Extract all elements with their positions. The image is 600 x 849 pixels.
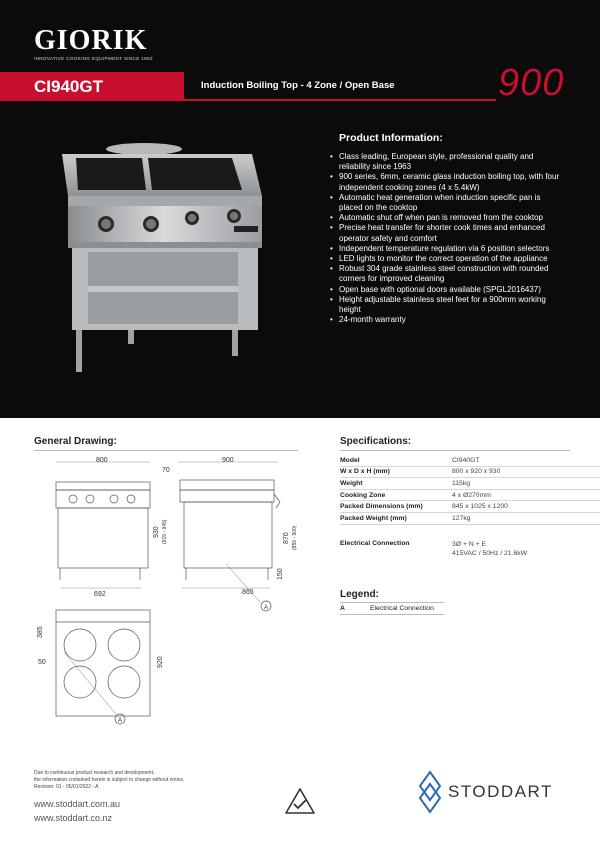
dim-depth: 900 <box>222 457 234 464</box>
dim-height-range: (915 - 945) <box>162 519 168 544</box>
table-row: Packed Dimensions (mm) 845 x 1025 x 1200 <box>340 501 600 513</box>
specs-table <box>340 455 600 558</box>
product-info-title: Product Information: <box>339 132 443 144</box>
url-au-link[interactable]: www.stoddart.com.au <box>34 799 121 809</box>
specs-title-rule <box>340 450 570 451</box>
list-item: • LED lights to monitor the correct operation of the appliance <box>330 254 562 264</box>
brand-name: GIORIK <box>34 25 148 56</box>
dim-work-range: (855 - 900) <box>292 525 298 550</box>
dim-plan-depth: 920 <box>157 656 164 668</box>
specs-title: Specifications: <box>340 436 412 447</box>
legend-value: Electrical Connection <box>370 605 434 612</box>
model-badge: CI940GT <box>0 72 184 101</box>
callout-a-side: A <box>264 605 269 611</box>
callout-a-plan: A <box>118 718 123 724</box>
electrical-supply: 415VAC / 50Hz / 21.6kW <box>452 549 528 557</box>
legend-key: A <box>340 605 345 612</box>
product-image <box>56 140 276 380</box>
list-item: • 900 series, 6mm, ceramic glass induction boiling top, with four independent cooking zones (4 x 5.4kW) <box>330 172 562 192</box>
legend-title: Legend: <box>340 589 379 600</box>
dim-width-front: 800 <box>96 457 108 464</box>
electrical-row: Electrical Connection 3Ø + N + E 415VAC / 50Hz / 21.6kW <box>340 539 528 557</box>
product-subtitle: Induction Boiling Top - 4 Zone / Open Base <box>201 80 395 91</box>
header-rule <box>184 99 496 101</box>
list-item: • Independent temperature regulation via 6 position selectors <box>330 244 562 254</box>
dim-top-offset: 70 <box>162 467 170 474</box>
disclaimer: Due to continuous product research and development, the information contained herein is subject to change without notice. Revision: 01 - 05/01/2022 - A <box>34 770 185 790</box>
giorik-logo <box>34 27 153 61</box>
series-number: 900 <box>498 62 565 104</box>
drawing-title-rule <box>34 450 298 451</box>
stoddart-logo <box>416 770 553 814</box>
product-info-list <box>330 152 562 325</box>
distributor-name: STODDART <box>448 782 553 801</box>
table-row: Cooking Zone 4 x Ø270mm <box>340 490 600 502</box>
list-item: • Class leading, European style, professional quality and reliability since 1963 <box>330 152 562 172</box>
list-item: • Height adjustable stainless steel feet for a 900mm working height <box>330 295 562 315</box>
table-row: Model CI940GT <box>340 455 600 467</box>
list-item: • 24-month warranty <box>330 315 562 325</box>
dim-side-depth: 865 <box>242 589 254 596</box>
list-item: • Automatic shut off when pan is removed from the cooktop <box>330 213 562 223</box>
list-item: • Open base with optional doors available (SPGL2016437) <box>330 285 562 295</box>
footer-links <box>34 797 120 825</box>
revision: Revision: 01 - 05/01/2022 - A <box>34 784 99 790</box>
legend-row <box>340 605 444 615</box>
dim-inner-width: 692 <box>94 591 106 598</box>
dim-zone: 385 <box>37 626 44 638</box>
dim-zone-offset: 50 <box>38 659 46 666</box>
electrical-phase: 3Ø + N + E <box>452 540 487 548</box>
list-item: • Robust 304 grade stainless steel construction with rounded corners for improved cleaning <box>330 264 562 284</box>
drawing-title: General Drawing: <box>34 436 117 447</box>
table-row: Weight 115kg <box>340 478 600 490</box>
dim-work-height: 870 <box>283 532 290 544</box>
dim-height: 930 <box>153 526 160 538</box>
rcm-compliance-icon <box>284 787 316 815</box>
list-item: • Precise heat transfer for shorter cook times and enhanced operator safety and comfort <box>330 223 562 243</box>
legend-title-rule <box>340 602 444 603</box>
dim-base-gap: 150 <box>277 568 284 580</box>
stoddart-mark-icon <box>416 770 444 814</box>
url-nz-link[interactable]: www.stoddart.co.nz <box>34 813 113 823</box>
technical-drawing <box>30 452 310 734</box>
list-item: • Automatic heat generation when induction specific pan is placed on the cooktop <box>330 193 562 213</box>
table-row: Packed Weight (mm) 127kg <box>340 513 600 525</box>
brand-tagline: INNOVATIVE COOKING EQUIPMENT SINCE 1963 <box>34 56 153 61</box>
table-row: W x D x H (mm) 800 x 920 x 930 <box>340 467 600 479</box>
